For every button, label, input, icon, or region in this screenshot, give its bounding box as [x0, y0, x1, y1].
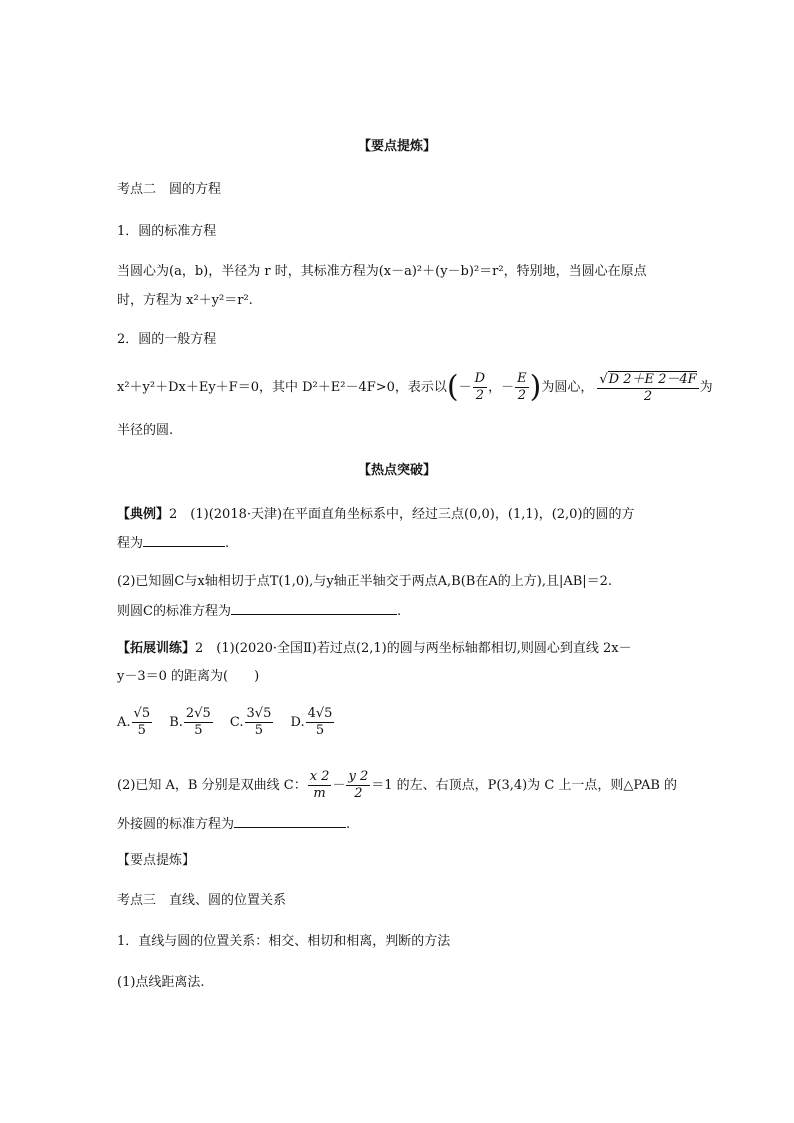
period: .: [396, 604, 402, 619]
general-equation-text-line2: 半径的圆.: [117, 423, 174, 438]
fraction-denominator: 2: [517, 388, 526, 403]
standard-equation-title: 1．圆的标准方程: [117, 224, 217, 239]
option-label: B.: [169, 715, 183, 730]
option-fraction: [132, 706, 153, 739]
radius-suffix: 为: [699, 380, 713, 395]
section-heading-hot-topics: 【热点突破】: [357, 463, 436, 478]
center-label: 为圆心，: [541, 380, 594, 395]
neg-sign: －: [458, 380, 472, 395]
radius-radicand: D 2＋E 2－4F: [608, 371, 697, 387]
right-paren: ): [529, 369, 542, 405]
training-2-line2: y－3＝0 的距离为( ): [117, 669, 260, 684]
fraction-numerator: √5: [133, 706, 151, 721]
fraction-denominator: 2: [643, 388, 653, 404]
fraction-numerator: 3√5: [246, 706, 272, 721]
answer-blank[interactable]: [231, 602, 397, 615]
fraction-numerator: y 2: [348, 769, 369, 784]
fraction-denominator: 2: [475, 388, 484, 403]
comma: ，: [488, 380, 502, 395]
answer-blank[interactable]: [234, 815, 346, 828]
radius-fraction: [597, 371, 698, 405]
period: .: [346, 817, 351, 832]
example-2-line1: [117, 506, 635, 524]
option-c[interactable]: [230, 703, 274, 743]
section-heading-key-points: 【要点提炼】: [357, 139, 436, 154]
topic-3-item1-1: (1)点线距离法.: [117, 975, 205, 990]
topic-2-title: 考点二 圆的方程: [117, 182, 222, 197]
fraction-numerator: E: [517, 371, 527, 386]
fraction-denominator: 5: [194, 723, 203, 738]
topic-3-item1: 1．直线与圆的位置关系：相交、相切和相离，判断的方法: [117, 934, 451, 949]
fraction-denominator: 5: [137, 723, 146, 738]
training-2-q2-line2: [117, 815, 350, 834]
training-2-q1-text: 2 (1)(2020·全国Ⅱ)若过点(2,1)的圆与两坐标轴都相切,则圆心到直线 2x－: [195, 641, 632, 656]
option-d[interactable]: [290, 703, 335, 743]
standard-equation-text-line2: 时，方程为 x²＋y²＝r².: [117, 293, 253, 308]
fraction-numerator: 2√5: [185, 706, 211, 721]
option-fraction: [245, 706, 274, 739]
example-2-q2-answer-lead: 则圆C的标准方程为: [117, 604, 231, 619]
fraction-denominator: 2: [354, 786, 363, 801]
standard-equation-text-line1: 当圆心为(a，b)，半径为 r 时，其标准方程为(x－a)²＋(y－b)²＝r²，特别地，当圆心在原点: [117, 264, 647, 279]
period: .: [225, 536, 230, 551]
fraction-denominator: m: [313, 786, 326, 801]
example-2-q2-line1: (2)已知圆C与x轴相切于点T(1,0),与y轴正半轴交于两点A,B(B在A的上方),且|AB|＝2.: [117, 574, 613, 589]
fraction-numerator: D: [474, 371, 486, 386]
training-2-q2-answer-lead: 外接圆的标准方程为: [117, 817, 235, 832]
fraction-d-over-2: [473, 371, 487, 404]
fraction-numerator: 4√5: [307, 706, 333, 721]
example-2-q2-line2: [117, 602, 401, 621]
neg-sign-2: －: [501, 380, 515, 395]
section-heading-key-points-2: 【要点提炼】: [117, 853, 196, 868]
option-label: A.: [117, 715, 131, 730]
general-equation-title: 2．圆的一般方程: [117, 332, 217, 347]
fraction-numerator: x 2: [309, 769, 330, 784]
general-equation-text: [117, 368, 713, 408]
example-2-q1-text: 2 (1)(2018·天津)在平面直角坐标系中，经过三点(0,0)，(1,1)，(2,0)的圆的方: [169, 507, 635, 522]
answer-blank[interactable]: [143, 534, 225, 547]
fraction-e-over-2: [515, 371, 529, 404]
fraction-x2-over-m: [308, 769, 332, 802]
left-paren: (: [446, 369, 459, 405]
training-2-q2-rest: ＝1 的左、右顶点，P(3,4)为 C 上一点，则△PAB 的: [371, 778, 678, 793]
radius-numerator: √D 2＋E 2－4F: [599, 371, 697, 387]
option-label: D.: [290, 715, 305, 730]
option-a[interactable]: [117, 703, 153, 743]
general-equation-lead: x²＋y²＋Dx＋Ey＋F＝0，其中 D²＋E²－4F>0，表示以: [117, 380, 447, 395]
example-2-line2: [117, 534, 229, 553]
training-2-options: [117, 703, 347, 743]
option-label: C.: [229, 715, 244, 730]
example-label: 【典例】: [117, 507, 170, 522]
fraction-y2-over-2: [346, 769, 370, 802]
training-2-q2-line1: [117, 766, 677, 806]
fraction-denominator: 5: [254, 723, 264, 738]
fraction-denominator: 5: [315, 723, 325, 738]
training-2-q2-lead: (2)已知 A，B 分别是双曲线 C：: [117, 778, 307, 793]
training-label: 【拓展训练】: [117, 641, 196, 656]
option-fraction: [306, 706, 335, 739]
option-b[interactable]: [169, 703, 214, 743]
topic-3-title: 考点三 直线、圆的位置关系: [117, 893, 287, 908]
example-2-q1-answer-lead: 程为: [117, 536, 144, 551]
option-fraction: [184, 706, 213, 739]
minus-sign: －: [332, 778, 346, 793]
training-2-line1: [117, 640, 632, 658]
